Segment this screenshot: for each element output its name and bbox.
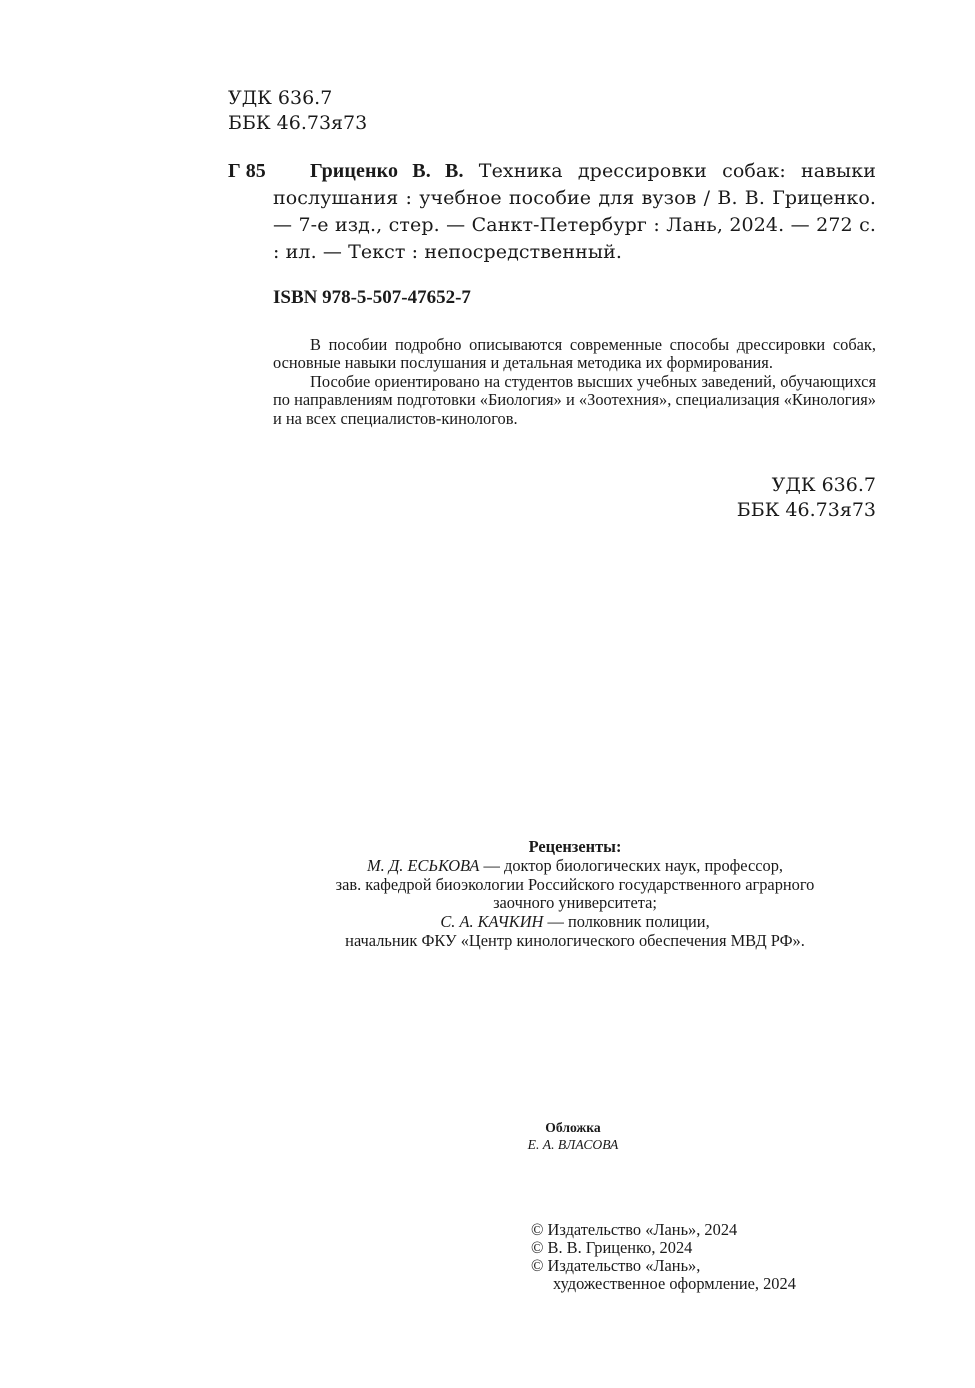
cover-heading: Обложка (545, 1120, 601, 1135)
reviewer-2-affiliation: начальник ФКУ «Центр кинологического обеспечения МВД РФ». (345, 930, 805, 950)
udk-code: УДК 636.7 (228, 87, 333, 109)
copyright-line: © В. В. Гриценко, 2024 (531, 1238, 693, 1257)
abstract-paragraph: Пособие ориентировано на студентов высших учебных заведений, обучающихся по направлениям подготовки «Биология» и «Зоотехния», специализация «Кинология» и на всех специалистов-кинологов. (273, 371, 876, 428)
author-name: Гриценко В. В. (310, 160, 464, 182)
reviewer-1 (228, 857, 922, 876)
udk-block-top (228, 86, 367, 136)
reviewer-1-affiliation-cont: заочного университета; (493, 893, 657, 913)
reviewer-2 (228, 913, 922, 932)
copyright-block (531, 1221, 796, 1293)
reviewer-name: М. Д. ЕСЬКОВА (367, 855, 480, 875)
reviewer-role: — полковник полиции, (543, 912, 710, 932)
abstract (273, 336, 876, 428)
copyright-line: © Издательство «Лань», (531, 1256, 701, 1275)
author-mark: Г 85 (228, 160, 266, 182)
copyright-line: художественное оформление, 2024 (553, 1274, 796, 1293)
reviewer-role: — доктор биологических наук, профессор, (479, 855, 783, 875)
cover-designer: Е. А. ВЛАСОВА (527, 1137, 619, 1152)
isbn: ISBN 978-5-507-47652-7 (273, 287, 471, 308)
copyright-line: © Издательство «Лань», 2024 (531, 1220, 738, 1239)
reviewers-block (228, 838, 922, 951)
udk-code: УДК 636.7 (771, 474, 876, 496)
bibliographic-description (273, 158, 876, 266)
abstract-paragraph: В пособии подробно описываются современные способы дрессировки собак, основные навыки послушания и детальная методика их формирования. (273, 335, 876, 373)
title-description: Техника дрессировки собак: навыки послушания : учебное пособие для вузов / В. В. Гриценко. — 7-е изд., стер. — Санкт-Петербург : Лань, 2024. — 272 с. : ил. — Текст : непосредственный. (273, 160, 876, 263)
reviewer-name: С. А. КАЧКИН (440, 912, 544, 932)
bbk-code: ББК 46.73я73 (228, 112, 368, 134)
udk-block-bottom (737, 473, 876, 523)
bbk-code: ББК 46.73я73 (736, 499, 876, 521)
reviewer-1-affiliation: зав. кафедрой биоэкологии Российского государственного аграрного (335, 874, 815, 894)
cover-credit (473, 1119, 673, 1153)
reviewers-heading: Рецензенты: (528, 837, 622, 856)
